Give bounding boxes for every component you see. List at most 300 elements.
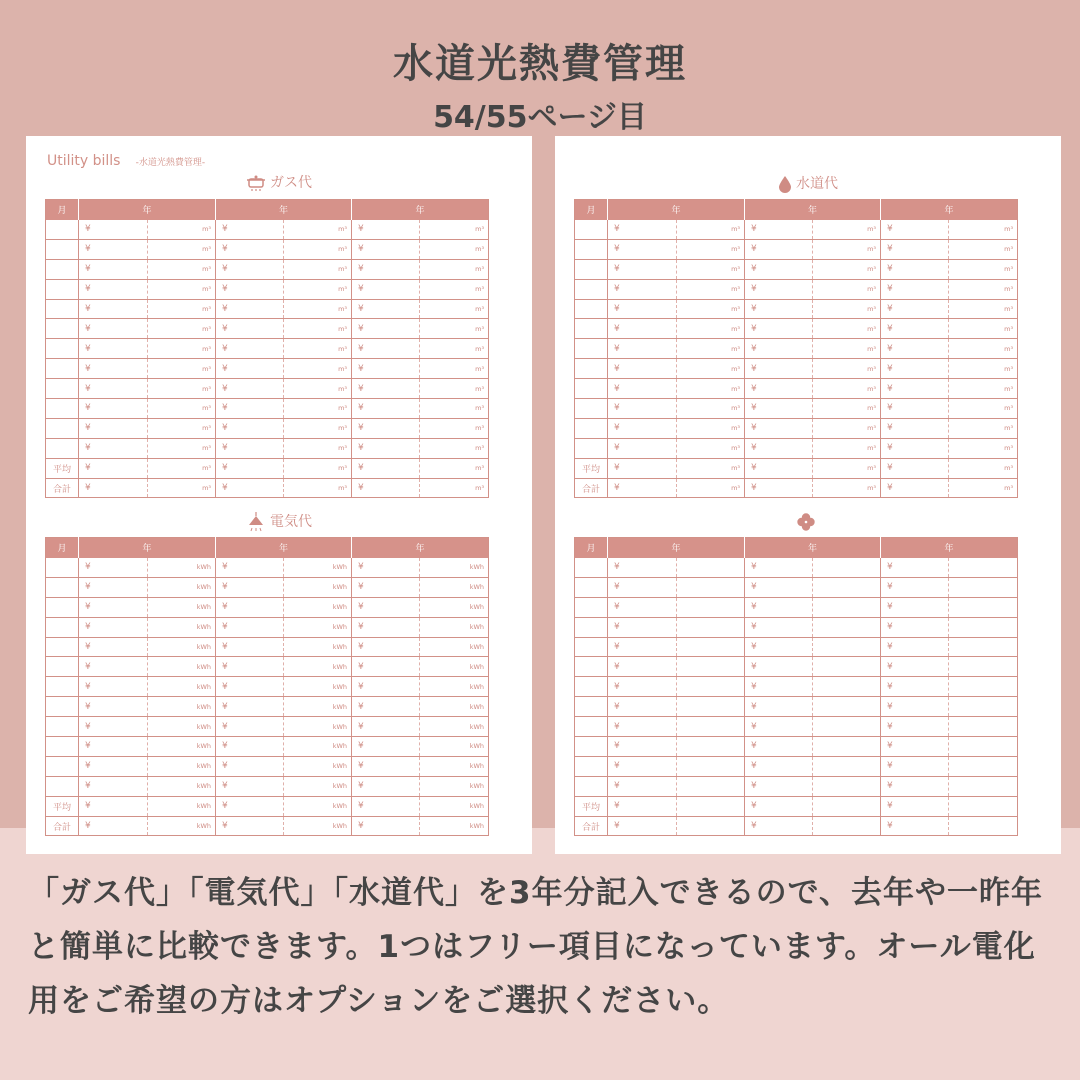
amount-cell[interactable]: ¥ [745,558,813,578]
usage-cell[interactable]: m³ [949,418,1018,438]
amount-cell[interactable]: ¥ [352,399,420,419]
usage-cell[interactable] [813,597,881,617]
amount-cell[interactable]: ¥ [216,617,284,637]
amount-cell[interactable]: ¥ [79,359,148,379]
amount-cell[interactable]: ¥ [352,617,420,637]
amount-cell[interactable]: ¥ [881,319,949,339]
amount-cell[interactable]: ¥ [216,796,284,816]
usage-cell[interactable]: m³ [949,399,1018,419]
usage-cell[interactable]: m³ [813,359,881,379]
amount-cell[interactable]: ¥ [881,399,949,419]
month-cell[interactable]: 合計 [575,816,608,836]
month-cell[interactable] [575,259,608,279]
usage-cell[interactable]: kWh [284,677,352,697]
month-cell[interactable] [46,717,79,737]
usage-cell[interactable]: kWh [420,577,489,597]
amount-cell[interactable]: ¥ [216,756,284,776]
usage-cell[interactable]: m³ [284,259,352,279]
usage-cell[interactable]: m³ [813,418,881,438]
amount-cell[interactable]: ¥ [79,697,148,717]
amount-cell[interactable]: ¥ [745,458,813,478]
usage-cell[interactable] [813,816,881,836]
amount-cell[interactable]: ¥ [79,776,148,796]
year-header[interactable]: 年 [79,200,216,220]
amount-cell[interactable]: ¥ [79,637,148,657]
amount-cell[interactable]: ¥ [216,279,284,299]
usage-cell[interactable] [677,816,745,836]
usage-cell[interactable]: m³ [148,478,216,498]
usage-cell[interactable]: m³ [949,299,1018,319]
usage-cell[interactable]: m³ [949,458,1018,478]
month-cell[interactable] [575,239,608,259]
amount-cell[interactable]: ¥ [216,438,284,458]
amount-cell[interactable]: ¥ [216,816,284,836]
usage-cell[interactable]: m³ [813,220,881,240]
year-header[interactable]: 年 [745,538,881,558]
usage-cell[interactable]: m³ [284,319,352,339]
usage-cell[interactable]: m³ [813,299,881,319]
usage-cell[interactable] [813,796,881,816]
usage-cell[interactable]: m³ [284,438,352,458]
amount-cell[interactable]: ¥ [608,677,677,697]
usage-cell[interactable]: m³ [813,239,881,259]
amount-cell[interactable]: ¥ [745,617,813,637]
amount-cell[interactable]: ¥ [216,418,284,438]
usage-cell[interactable]: m³ [420,279,489,299]
usage-cell[interactable]: kWh [148,617,216,637]
amount-cell[interactable]: ¥ [745,239,813,259]
usage-cell[interactable] [949,657,1018,677]
year-header[interactable]: 年 [79,538,216,558]
usage-cell[interactable] [949,717,1018,737]
usage-cell[interactable]: kWh [284,816,352,836]
usage-cell[interactable] [949,677,1018,697]
usage-cell[interactable]: m³ [677,339,745,359]
usage-cell[interactable]: m³ [677,438,745,458]
month-cell[interactable] [575,339,608,359]
usage-cell[interactable]: kWh [420,796,489,816]
amount-cell[interactable]: ¥ [745,677,813,697]
usage-cell[interactable] [677,737,745,757]
usage-cell[interactable]: m³ [148,379,216,399]
amount-cell[interactable]: ¥ [79,379,148,399]
amount-cell[interactable]: ¥ [881,438,949,458]
usage-cell[interactable]: m³ [677,299,745,319]
usage-cell[interactable]: m³ [284,299,352,319]
month-cell[interactable] [575,279,608,299]
amount-cell[interactable]: ¥ [745,438,813,458]
usage-cell[interactable]: m³ [949,259,1018,279]
amount-cell[interactable]: ¥ [745,717,813,737]
usage-cell[interactable]: m³ [949,279,1018,299]
usage-cell[interactable]: m³ [284,279,352,299]
amount-cell[interactable]: ¥ [352,339,420,359]
usage-cell[interactable] [677,637,745,657]
amount-cell[interactable]: ¥ [881,259,949,279]
usage-cell[interactable]: kWh [148,637,216,657]
amount-cell[interactable]: ¥ [79,458,148,478]
month-cell[interactable] [46,359,79,379]
amount-cell[interactable]: ¥ [352,697,420,717]
usage-cell[interactable]: kWh [420,717,489,737]
amount-cell[interactable]: ¥ [352,577,420,597]
usage-cell[interactable]: m³ [949,438,1018,458]
usage-cell[interactable] [677,558,745,578]
month-cell[interactable] [46,259,79,279]
usage-cell[interactable]: kWh [284,657,352,677]
month-cell[interactable] [46,339,79,359]
month-cell[interactable] [575,418,608,438]
month-cell[interactable] [46,418,79,438]
usage-cell[interactable]: m³ [420,399,489,419]
usage-cell[interactable] [677,776,745,796]
usage-cell[interactable] [677,577,745,597]
usage-cell[interactable] [949,796,1018,816]
amount-cell[interactable]: ¥ [881,478,949,498]
usage-cell[interactable]: m³ [284,418,352,438]
usage-cell[interactable]: m³ [677,259,745,279]
amount-cell[interactable]: ¥ [608,239,677,259]
amount-cell[interactable]: ¥ [881,776,949,796]
amount-cell[interactable]: ¥ [745,478,813,498]
usage-cell[interactable] [949,558,1018,578]
amount-cell[interactable]: ¥ [745,220,813,240]
month-cell[interactable] [46,617,79,637]
amount-cell[interactable]: ¥ [608,796,677,816]
amount-cell[interactable]: ¥ [745,279,813,299]
month-cell[interactable] [46,597,79,617]
amount-cell[interactable]: ¥ [608,637,677,657]
amount-cell[interactable]: ¥ [745,299,813,319]
usage-cell[interactable] [813,756,881,776]
amount-cell[interactable]: ¥ [79,577,148,597]
usage-cell[interactable]: m³ [420,359,489,379]
year-header[interactable]: 年 [216,200,352,220]
amount-cell[interactable]: ¥ [79,737,148,757]
amount-cell[interactable]: ¥ [352,438,420,458]
month-cell[interactable] [575,577,608,597]
usage-cell[interactable] [949,617,1018,637]
month-cell[interactable]: 合計 [575,478,608,498]
month-cell[interactable] [46,657,79,677]
year-header[interactable]: 年 [352,538,489,558]
amount-cell[interactable]: ¥ [608,697,677,717]
amount-cell[interactable]: ¥ [79,657,148,677]
usage-cell[interactable]: kWh [284,637,352,657]
amount-cell[interactable]: ¥ [352,597,420,617]
usage-cell[interactable]: kWh [420,597,489,617]
amount-cell[interactable]: ¥ [745,399,813,419]
amount-cell[interactable]: ¥ [881,418,949,438]
usage-cell[interactable]: m³ [677,279,745,299]
amount-cell[interactable]: ¥ [745,737,813,757]
usage-cell[interactable]: kWh [420,637,489,657]
amount-cell[interactable]: ¥ [79,259,148,279]
usage-cell[interactable]: kWh [148,577,216,597]
amount-cell[interactable]: ¥ [881,379,949,399]
usage-cell[interactable]: m³ [949,239,1018,259]
usage-cell[interactable] [813,737,881,757]
usage-cell[interactable] [813,558,881,578]
amount-cell[interactable]: ¥ [352,319,420,339]
usage-cell[interactable] [813,637,881,657]
amount-cell[interactable]: ¥ [881,359,949,379]
amount-cell[interactable]: ¥ [881,458,949,478]
usage-cell[interactable]: m³ [949,478,1018,498]
usage-cell[interactable]: kWh [148,597,216,617]
month-cell[interactable] [46,637,79,657]
usage-cell[interactable] [677,657,745,677]
usage-cell[interactable] [677,597,745,617]
amount-cell[interactable]: ¥ [745,577,813,597]
amount-cell[interactable]: ¥ [352,279,420,299]
month-cell[interactable] [575,220,608,240]
usage-cell[interactable]: m³ [420,319,489,339]
amount-cell[interactable]: ¥ [745,697,813,717]
month-cell[interactable]: 平均 [46,458,79,478]
usage-cell[interactable]: m³ [420,239,489,259]
month-cell[interactable] [575,776,608,796]
usage-cell[interactable]: kWh [420,697,489,717]
month-cell[interactable] [575,379,608,399]
amount-cell[interactable]: ¥ [352,756,420,776]
amount-cell[interactable]: ¥ [881,677,949,697]
month-cell[interactable] [46,379,79,399]
amount-cell[interactable]: ¥ [216,577,284,597]
amount-cell[interactable]: ¥ [79,617,148,637]
month-cell[interactable] [46,677,79,697]
year-header[interactable]: 年 [608,538,745,558]
amount-cell[interactable]: ¥ [881,239,949,259]
amount-cell[interactable]: ¥ [352,776,420,796]
usage-cell[interactable]: m³ [949,339,1018,359]
month-cell[interactable] [575,558,608,578]
amount-cell[interactable]: ¥ [216,399,284,419]
amount-cell[interactable]: ¥ [881,279,949,299]
amount-cell[interactable]: ¥ [216,239,284,259]
amount-cell[interactable]: ¥ [608,438,677,458]
amount-cell[interactable]: ¥ [881,657,949,677]
usage-cell[interactable] [949,756,1018,776]
usage-cell[interactable]: kWh [148,677,216,697]
amount-cell[interactable]: ¥ [352,657,420,677]
month-cell[interactable] [575,359,608,379]
amount-cell[interactable]: ¥ [881,717,949,737]
amount-cell[interactable]: ¥ [745,756,813,776]
usage-cell[interactable] [813,677,881,697]
amount-cell[interactable]: ¥ [608,259,677,279]
month-cell[interactable] [575,697,608,717]
amount-cell[interactable]: ¥ [608,597,677,617]
amount-cell[interactable]: ¥ [216,319,284,339]
usage-cell[interactable]: m³ [284,399,352,419]
amount-cell[interactable]: ¥ [608,717,677,737]
month-cell[interactable]: 合計 [46,816,79,836]
usage-cell[interactable]: m³ [148,399,216,419]
usage-cell[interactable] [949,776,1018,796]
usage-cell[interactable]: m³ [677,359,745,379]
amount-cell[interactable]: ¥ [79,418,148,438]
amount-cell[interactable]: ¥ [79,717,148,737]
month-cell[interactable] [46,299,79,319]
amount-cell[interactable]: ¥ [79,756,148,776]
amount-cell[interactable]: ¥ [79,816,148,836]
amount-cell[interactable]: ¥ [881,796,949,816]
usage-cell[interactable]: m³ [148,259,216,279]
month-cell[interactable]: 平均 [575,458,608,478]
month-cell[interactable] [575,677,608,697]
month-cell[interactable] [46,399,79,419]
amount-cell[interactable]: ¥ [79,677,148,697]
usage-cell[interactable]: m³ [148,339,216,359]
amount-cell[interactable]: ¥ [79,339,148,359]
month-cell[interactable] [575,438,608,458]
usage-cell[interactable]: m³ [420,259,489,279]
amount-cell[interactable]: ¥ [881,577,949,597]
usage-cell[interactable]: kWh [284,796,352,816]
amount-cell[interactable]: ¥ [352,359,420,379]
month-cell[interactable] [46,279,79,299]
usage-cell[interactable]: m³ [949,319,1018,339]
amount-cell[interactable]: ¥ [608,319,677,339]
usage-cell[interactable] [949,697,1018,717]
usage-cell[interactable]: m³ [284,379,352,399]
usage-cell[interactable] [677,717,745,737]
usage-cell[interactable] [677,796,745,816]
usage-cell[interactable]: m³ [148,438,216,458]
month-cell[interactable] [46,577,79,597]
amount-cell[interactable]: ¥ [216,677,284,697]
usage-cell[interactable]: kWh [284,717,352,737]
amount-cell[interactable]: ¥ [745,339,813,359]
amount-cell[interactable]: ¥ [881,756,949,776]
usage-cell[interactable]: kWh [284,577,352,597]
usage-cell[interactable]: m³ [148,299,216,319]
amount-cell[interactable]: ¥ [216,597,284,617]
month-cell[interactable] [46,737,79,757]
amount-cell[interactable]: ¥ [216,657,284,677]
amount-cell[interactable]: ¥ [216,717,284,737]
amount-cell[interactable]: ¥ [745,796,813,816]
month-cell[interactable] [46,776,79,796]
amount-cell[interactable]: ¥ [79,558,148,578]
usage-cell[interactable]: m³ [677,399,745,419]
usage-cell[interactable]: kWh [420,617,489,637]
amount-cell[interactable]: ¥ [79,220,148,240]
amount-cell[interactable]: ¥ [216,637,284,657]
usage-cell[interactable]: kWh [284,558,352,578]
usage-cell[interactable]: kWh [148,776,216,796]
usage-cell[interactable] [677,697,745,717]
amount-cell[interactable]: ¥ [216,359,284,379]
month-cell[interactable] [575,657,608,677]
amount-cell[interactable]: ¥ [745,776,813,796]
month-cell[interactable] [46,319,79,339]
month-cell[interactable]: 合計 [46,478,79,498]
amount-cell[interactable]: ¥ [608,737,677,757]
usage-cell[interactable]: kWh [148,717,216,737]
amount-cell[interactable]: ¥ [881,637,949,657]
usage-cell[interactable]: m³ [148,359,216,379]
amount-cell[interactable]: ¥ [745,816,813,836]
amount-cell[interactable]: ¥ [352,478,420,498]
usage-cell[interactable]: kWh [420,558,489,578]
usage-cell[interactable]: m³ [813,379,881,399]
amount-cell[interactable]: ¥ [79,239,148,259]
usage-cell[interactable]: m³ [148,418,216,438]
amount-cell[interactable]: ¥ [216,220,284,240]
amount-cell[interactable]: ¥ [79,319,148,339]
usage-cell[interactable]: m³ [677,458,745,478]
usage-cell[interactable]: kWh [284,776,352,796]
amount-cell[interactable]: ¥ [608,756,677,776]
amount-cell[interactable]: ¥ [608,418,677,438]
usage-cell[interactable] [949,637,1018,657]
amount-cell[interactable]: ¥ [352,418,420,438]
usage-cell[interactable]: kWh [148,756,216,776]
month-cell[interactable] [575,399,608,419]
usage-cell[interactable]: m³ [677,220,745,240]
usage-cell[interactable]: kWh [284,737,352,757]
amount-cell[interactable]: ¥ [216,737,284,757]
amount-cell[interactable]: ¥ [79,399,148,419]
amount-cell[interactable]: ¥ [608,617,677,637]
usage-cell[interactable]: kWh [420,657,489,677]
amount-cell[interactable]: ¥ [881,220,949,240]
usage-cell[interactable]: m³ [813,259,881,279]
year-header[interactable]: 年 [216,538,352,558]
usage-cell[interactable] [677,677,745,697]
year-header[interactable]: 年 [881,200,1018,220]
usage-cell[interactable]: kWh [420,677,489,697]
amount-cell[interactable]: ¥ [881,339,949,359]
usage-cell[interactable]: m³ [284,339,352,359]
month-cell[interactable] [46,756,79,776]
usage-cell[interactable] [813,717,881,737]
month-cell[interactable] [46,220,79,240]
usage-cell[interactable]: m³ [677,478,745,498]
amount-cell[interactable]: ¥ [352,558,420,578]
amount-cell[interactable]: ¥ [608,657,677,677]
amount-cell[interactable]: ¥ [352,796,420,816]
amount-cell[interactable]: ¥ [216,776,284,796]
usage-cell[interactable]: m³ [284,478,352,498]
amount-cell[interactable]: ¥ [216,259,284,279]
usage-cell[interactable]: kWh [420,737,489,757]
month-cell[interactable] [575,299,608,319]
amount-cell[interactable]: ¥ [881,697,949,717]
amount-cell[interactable]: ¥ [608,577,677,597]
usage-cell[interactable]: m³ [677,239,745,259]
month-cell[interactable] [575,617,608,637]
usage-cell[interactable]: m³ [949,220,1018,240]
usage-cell[interactable]: m³ [148,220,216,240]
month-cell[interactable] [575,319,608,339]
usage-cell[interactable]: m³ [677,319,745,339]
amount-cell[interactable]: ¥ [608,279,677,299]
amount-cell[interactable]: ¥ [352,637,420,657]
amount-cell[interactable]: ¥ [608,359,677,379]
amount-cell[interactable]: ¥ [79,796,148,816]
amount-cell[interactable]: ¥ [216,379,284,399]
amount-cell[interactable]: ¥ [352,816,420,836]
usage-cell[interactable] [813,617,881,637]
amount-cell[interactable]: ¥ [608,339,677,359]
usage-cell[interactable] [949,577,1018,597]
amount-cell[interactable]: ¥ [608,299,677,319]
usage-cell[interactable]: m³ [420,220,489,240]
usage-cell[interactable]: m³ [420,418,489,438]
